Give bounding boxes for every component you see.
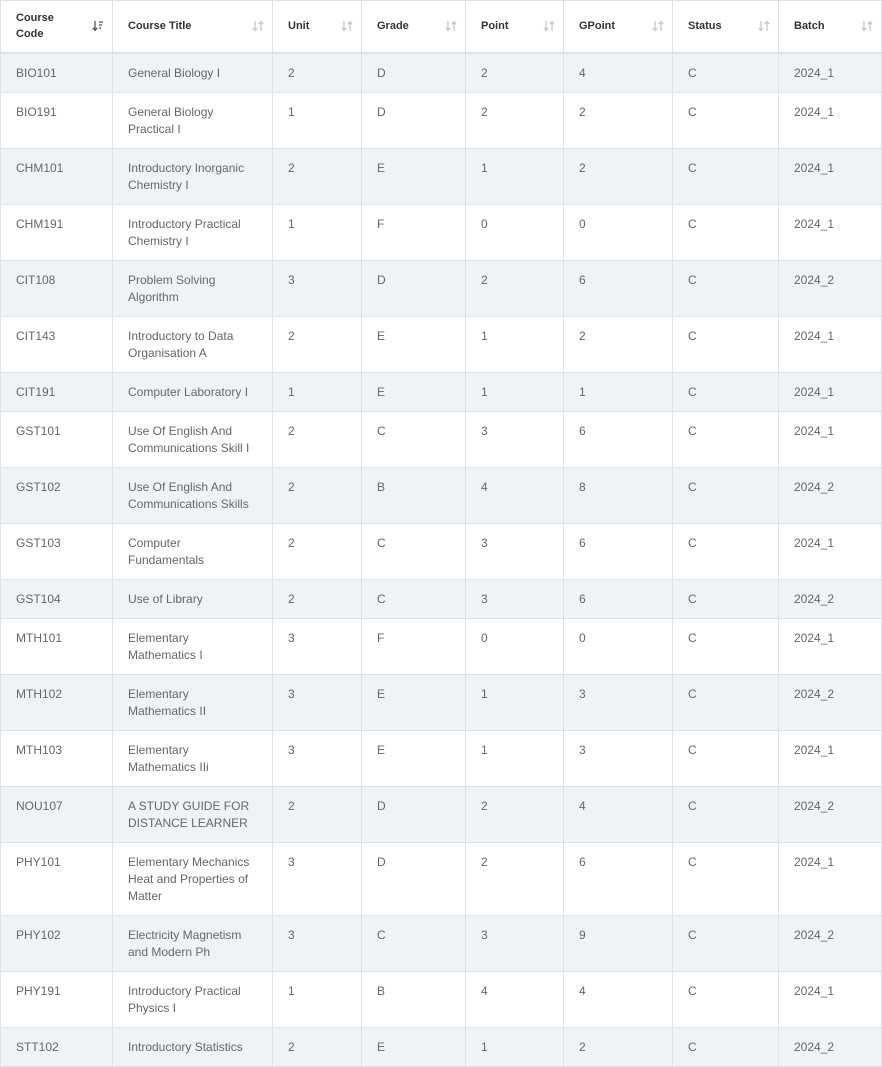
cell-batch: 2024_2: [779, 674, 882, 730]
column-header-grade[interactable]: [362, 1, 466, 53]
table-row: [1, 1027, 882, 1066]
cell-course-code: CIT191: [1, 372, 113, 411]
cell-course-title: Introductory Statistics: [113, 1027, 273, 1066]
cell-unit: 1: [273, 971, 362, 1027]
cell-grade: D: [362, 260, 466, 316]
cell-status: C: [673, 842, 779, 915]
cell-gpoint: 2: [564, 148, 673, 204]
cell-grade: E: [362, 372, 466, 411]
cell-gpoint: 2: [564, 1027, 673, 1066]
cell-course-code: PHY101: [1, 842, 113, 915]
cell-course-code: GST103: [1, 523, 113, 579]
table-row: [1, 618, 882, 674]
cell-batch: 2024_1: [779, 92, 882, 148]
cell-gpoint: 6: [564, 411, 673, 467]
cell-batch: 2024_1: [779, 372, 882, 411]
cell-course-code: MTH102: [1, 674, 113, 730]
table-row: [1, 842, 882, 915]
cell-gpoint: 8: [564, 467, 673, 523]
cell-status: C: [673, 618, 779, 674]
column-header-label: GPoint: [579, 20, 616, 33]
cell-point: 1: [466, 1027, 564, 1066]
cell-status: C: [673, 674, 779, 730]
cell-gpoint: 2: [564, 316, 673, 372]
cell-point: 0: [466, 618, 564, 674]
cell-course-title: Use Of English And Communications Skill I: [113, 411, 273, 467]
column-header-course-code[interactable]: [1, 1, 113, 53]
cell-point: 3: [466, 411, 564, 467]
cell-unit: 2: [273, 523, 362, 579]
cell-grade: B: [362, 467, 466, 523]
cell-gpoint: 4: [564, 971, 673, 1027]
cell-course-title: Introductory Practical Chemistry I: [113, 204, 273, 260]
table-row: [1, 579, 882, 618]
cell-unit: 3: [273, 730, 362, 786]
column-header-course-title[interactable]: [113, 1, 273, 53]
column-header-unit[interactable]: [273, 1, 362, 53]
column-header-label: Point: [481, 20, 509, 33]
cell-grade: E: [362, 148, 466, 204]
cell-gpoint: 6: [564, 523, 673, 579]
column-header-batch[interactable]: [779, 1, 882, 53]
cell-point: 1: [466, 148, 564, 204]
cell-status: C: [673, 523, 779, 579]
cell-course-code: BIO191: [1, 92, 113, 148]
cell-gpoint: 3: [564, 674, 673, 730]
cell-status: C: [673, 467, 779, 523]
cell-course-title: Use of Library: [113, 579, 273, 618]
cell-course-title: A STUDY GUIDE FOR DISTANCE LEARNER: [113, 786, 273, 842]
table-row: [1, 372, 882, 411]
sort-icon[interactable]: [861, 20, 873, 32]
cell-course-code: CIT108: [1, 260, 113, 316]
cell-unit: 1: [273, 204, 362, 260]
column-header-point[interactable]: [466, 1, 564, 53]
cell-unit: 3: [273, 618, 362, 674]
sort-icon[interactable]: [252, 20, 264, 32]
column-header-status[interactable]: [673, 1, 779, 53]
cell-status: C: [673, 260, 779, 316]
column-header-label: Status: [688, 20, 722, 33]
cell-course-title: Elementary Mathematics II: [113, 674, 273, 730]
cell-batch: 2024_1: [779, 523, 882, 579]
cell-course-title: Computer Laboratory I: [113, 372, 273, 411]
cell-gpoint: 0: [564, 204, 673, 260]
cell-status: C: [673, 971, 779, 1027]
cell-gpoint: 6: [564, 842, 673, 915]
cell-course-code: GST102: [1, 467, 113, 523]
cell-point: 3: [466, 523, 564, 579]
cell-grade: D: [362, 786, 466, 842]
table-row: [1, 674, 882, 730]
cell-unit: 1: [273, 372, 362, 411]
sort-icon[interactable]: [758, 20, 770, 32]
cell-batch: 2024_1: [779, 730, 882, 786]
cell-point: 1: [466, 372, 564, 411]
cell-unit: 2: [273, 467, 362, 523]
cell-course-code: CIT143: [1, 316, 113, 372]
sort-desc-icon[interactable]: [92, 20, 104, 32]
cell-batch: 2024_1: [779, 53, 882, 93]
cell-course-code: MTH101: [1, 618, 113, 674]
cell-grade: D: [362, 92, 466, 148]
cell-point: 1: [466, 730, 564, 786]
cell-unit: 3: [273, 842, 362, 915]
cell-batch: 2024_1: [779, 204, 882, 260]
cell-batch: 2024_2: [779, 786, 882, 842]
cell-gpoint: 4: [564, 53, 673, 93]
cell-course-title: Problem Solving Algorithm: [113, 260, 273, 316]
cell-course-code: BIO101: [1, 53, 113, 93]
table-row: [1, 730, 882, 786]
cell-grade: C: [362, 523, 466, 579]
table-row: [1, 260, 882, 316]
column-header-label: Course Title: [128, 20, 192, 33]
cell-unit: 3: [273, 674, 362, 730]
cell-batch: 2024_1: [779, 148, 882, 204]
table-row: [1, 411, 882, 467]
cell-course-code: NOU107: [1, 786, 113, 842]
table-row: [1, 92, 882, 148]
cell-point: 2: [466, 260, 564, 316]
cell-point: 4: [466, 971, 564, 1027]
cell-status: C: [673, 92, 779, 148]
cell-course-code: MTH103: [1, 730, 113, 786]
cell-course-title: Introductory Inorganic Chemistry I: [113, 148, 273, 204]
cell-course-code: CHM101: [1, 148, 113, 204]
cell-point: 2: [466, 786, 564, 842]
cell-course-title: General Biology I: [113, 53, 273, 93]
cell-unit: 2: [273, 786, 362, 842]
cell-gpoint: 6: [564, 260, 673, 316]
cell-batch: 2024_2: [779, 579, 882, 618]
cell-course-title: Electricity Magnetism and Modern Ph: [113, 915, 273, 971]
cell-course-title: Computer Fundamentals: [113, 523, 273, 579]
cell-unit: 2: [273, 411, 362, 467]
cell-point: 4: [466, 467, 564, 523]
table-row: [1, 523, 882, 579]
cell-status: C: [673, 53, 779, 93]
cell-status: C: [673, 148, 779, 204]
cell-point: 2: [466, 842, 564, 915]
table-row: [1, 786, 882, 842]
cell-gpoint: 2: [564, 92, 673, 148]
cell-course-title: Elementary Mathematics I: [113, 618, 273, 674]
cell-gpoint: 9: [564, 915, 673, 971]
cell-batch: 2024_1: [779, 842, 882, 915]
cell-point: 1: [466, 316, 564, 372]
cell-course-title: Elementary Mechanics Heat and Properties of Matter: [113, 842, 273, 915]
table-body: [1, 53, 882, 1067]
cell-unit: 2: [273, 53, 362, 93]
column-header-label: Unit: [288, 20, 310, 33]
cell-point: 1: [466, 674, 564, 730]
column-header-label: Course Code: [16, 12, 54, 41]
cell-batch: 2024_2: [779, 1027, 882, 1066]
cell-grade: C: [362, 579, 466, 618]
table-row: [1, 915, 882, 971]
cell-batch: 2024_1: [779, 971, 882, 1027]
cell-batch: 2024_1: [779, 618, 882, 674]
cell-batch: 2024_2: [779, 260, 882, 316]
table-row: [1, 971, 882, 1027]
cell-status: C: [673, 411, 779, 467]
cell-grade: D: [362, 842, 466, 915]
cell-status: C: [673, 579, 779, 618]
cell-unit: 1: [273, 92, 362, 148]
cell-course-title: General Biology Practical I: [113, 92, 273, 148]
cell-gpoint: 3: [564, 730, 673, 786]
cell-status: C: [673, 316, 779, 372]
cell-unit: 2: [273, 1027, 362, 1066]
cell-status: C: [673, 730, 779, 786]
cell-status: C: [673, 915, 779, 971]
cell-batch: 2024_1: [779, 316, 882, 372]
cell-grade: C: [362, 915, 466, 971]
cell-unit: 2: [273, 316, 362, 372]
cell-course-title: Introductory Practical Physics I: [113, 971, 273, 1027]
cell-grade: F: [362, 618, 466, 674]
cell-gpoint: 0: [564, 618, 673, 674]
cell-status: C: [673, 1027, 779, 1066]
cell-course-title: Introductory to Data Organisation A: [113, 316, 273, 372]
cell-gpoint: 4: [564, 786, 673, 842]
sort-icon[interactable]: [341, 20, 353, 32]
cell-course-code: GST101: [1, 411, 113, 467]
cell-gpoint: 6: [564, 579, 673, 618]
cell-batch: 2024_2: [779, 915, 882, 971]
cell-unit: 3: [273, 260, 362, 316]
cell-point: 3: [466, 579, 564, 618]
cell-course-code: STT102: [1, 1027, 113, 1066]
sort-icon[interactable]: [543, 20, 555, 32]
sort-icon[interactable]: [445, 20, 457, 32]
cell-grade: E: [362, 1027, 466, 1066]
table-row: [1, 53, 882, 93]
cell-status: C: [673, 372, 779, 411]
cell-grade: D: [362, 53, 466, 93]
cell-status: C: [673, 204, 779, 260]
cell-grade: E: [362, 730, 466, 786]
cell-point: 2: [466, 92, 564, 148]
cell-course-code: PHY102: [1, 915, 113, 971]
table-row: [1, 148, 882, 204]
cell-grade: C: [362, 411, 466, 467]
header-row: [1, 1, 882, 53]
cell-unit: 2: [273, 579, 362, 618]
cell-course-title: Use Of English And Communications Skills: [113, 467, 273, 523]
cell-course-code: PHY191: [1, 971, 113, 1027]
cell-course-code: GST104: [1, 579, 113, 618]
cell-batch: 2024_2: [779, 467, 882, 523]
column-header-gpoint[interactable]: [564, 1, 673, 53]
sort-icon[interactable]: [652, 20, 664, 32]
cell-point: 3: [466, 915, 564, 971]
cell-grade: B: [362, 971, 466, 1027]
cell-grade: F: [362, 204, 466, 260]
column-header-label: Batch: [794, 20, 825, 33]
cell-course-title: Elementary Mathematics IIi: [113, 730, 273, 786]
table-row: [1, 467, 882, 523]
table-row: [1, 204, 882, 260]
cell-point: 0: [466, 204, 564, 260]
cell-grade: E: [362, 674, 466, 730]
cell-unit: 2: [273, 148, 362, 204]
cell-gpoint: 1: [564, 372, 673, 411]
table-row: [1, 316, 882, 372]
cell-course-code: CHM191: [1, 204, 113, 260]
column-header-label: Grade: [377, 20, 409, 33]
cell-batch: 2024_1: [779, 411, 882, 467]
cell-grade: E: [362, 316, 466, 372]
cell-status: C: [673, 786, 779, 842]
cell-point: 2: [466, 53, 564, 93]
cell-unit: 3: [273, 915, 362, 971]
